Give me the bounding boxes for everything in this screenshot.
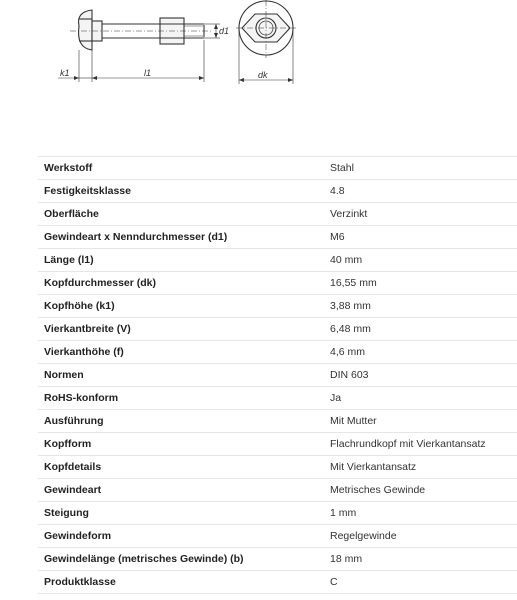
table-row [38, 502, 517, 525]
spec-value: Flachrundkopf mit Vierkantansatz [330, 433, 517, 456]
table-row [38, 295, 517, 318]
table-row [38, 272, 517, 295]
spec-label: Länge (l1) [38, 249, 330, 272]
label-k1: k1 [60, 68, 70, 78]
spec-value: 16,55 mm [330, 272, 517, 295]
spec-label: Vierkantbreite (V) [38, 318, 330, 341]
spec-value: 3,88 mm [330, 295, 517, 318]
bolt-head-shape [79, 10, 92, 50]
bolt-drawing-svg [0, 0, 517, 100]
spec-label: Werkstoff [38, 157, 330, 180]
table-row [38, 203, 517, 226]
spec-label: RoHS-konform [38, 387, 330, 410]
spec-label: Gewindeart x Nenndurchmesser (d1) [38, 226, 330, 249]
technical-drawing [0, 0, 517, 100]
spec-value: Mit Vierkantansatz [330, 456, 517, 479]
spec-label: Kopfdetails [38, 456, 330, 479]
table-row [38, 410, 517, 433]
label-d1: d1 [219, 26, 230, 36]
spec-value: C [330, 571, 517, 594]
spec-label: Kopfhöhe (k1) [38, 295, 330, 318]
table-row [38, 456, 517, 479]
spec-value: DIN 603 [330, 364, 517, 387]
spec-label: Vierkanthöhe (f) [38, 341, 330, 364]
table-row [38, 226, 517, 249]
table-row [38, 341, 517, 364]
table-row [38, 433, 517, 456]
spec-value: Stahl [330, 157, 517, 180]
table-row [38, 525, 517, 548]
spec-label: Kopfform [38, 433, 330, 456]
label-l1: l1 [144, 68, 152, 78]
table-row [38, 180, 517, 203]
spec-label: Gewindelänge (metrisches Gewinde) (b) [38, 548, 330, 571]
label-dk: dk [258, 70, 268, 80]
spec-value: Metrisches Gewinde [330, 479, 517, 502]
spec-value: Regelgewinde [330, 525, 517, 548]
table-row [38, 387, 517, 410]
spec-value: 4.8 [330, 180, 517, 203]
spec-value: Verzinkt [330, 203, 517, 226]
table-row [38, 479, 517, 502]
spec-label: Oberfläche [38, 203, 330, 226]
spec-table [38, 156, 517, 594]
spec-value: 6,48 mm [330, 318, 517, 341]
spec-label: Kopfdurchmesser (dk) [38, 272, 330, 295]
spec-value: 1 mm [330, 502, 517, 525]
spec-label: Gewindeart [38, 479, 330, 502]
spec-label: Gewindeform [38, 525, 330, 548]
table-row [38, 548, 517, 571]
table-row [38, 364, 517, 387]
spec-value: M6 [330, 226, 517, 249]
spec-value: Ja [330, 387, 517, 410]
spec-value: Mit Mutter [330, 410, 517, 433]
spec-label: Festigkeitsklasse [38, 180, 330, 203]
spec-label: Steigung [38, 502, 330, 525]
spec-label: Ausführung [38, 410, 330, 433]
spec-label: Normen [38, 364, 330, 387]
spec-value: 40 mm [330, 249, 517, 272]
spec-label: Produktklasse [38, 571, 330, 594]
table-row [38, 571, 517, 594]
table-row [38, 318, 517, 341]
table-row [38, 249, 517, 272]
spec-value: 18 mm [330, 548, 517, 571]
table-row [38, 157, 517, 180]
spec-value: 4,6 mm [330, 341, 517, 364]
